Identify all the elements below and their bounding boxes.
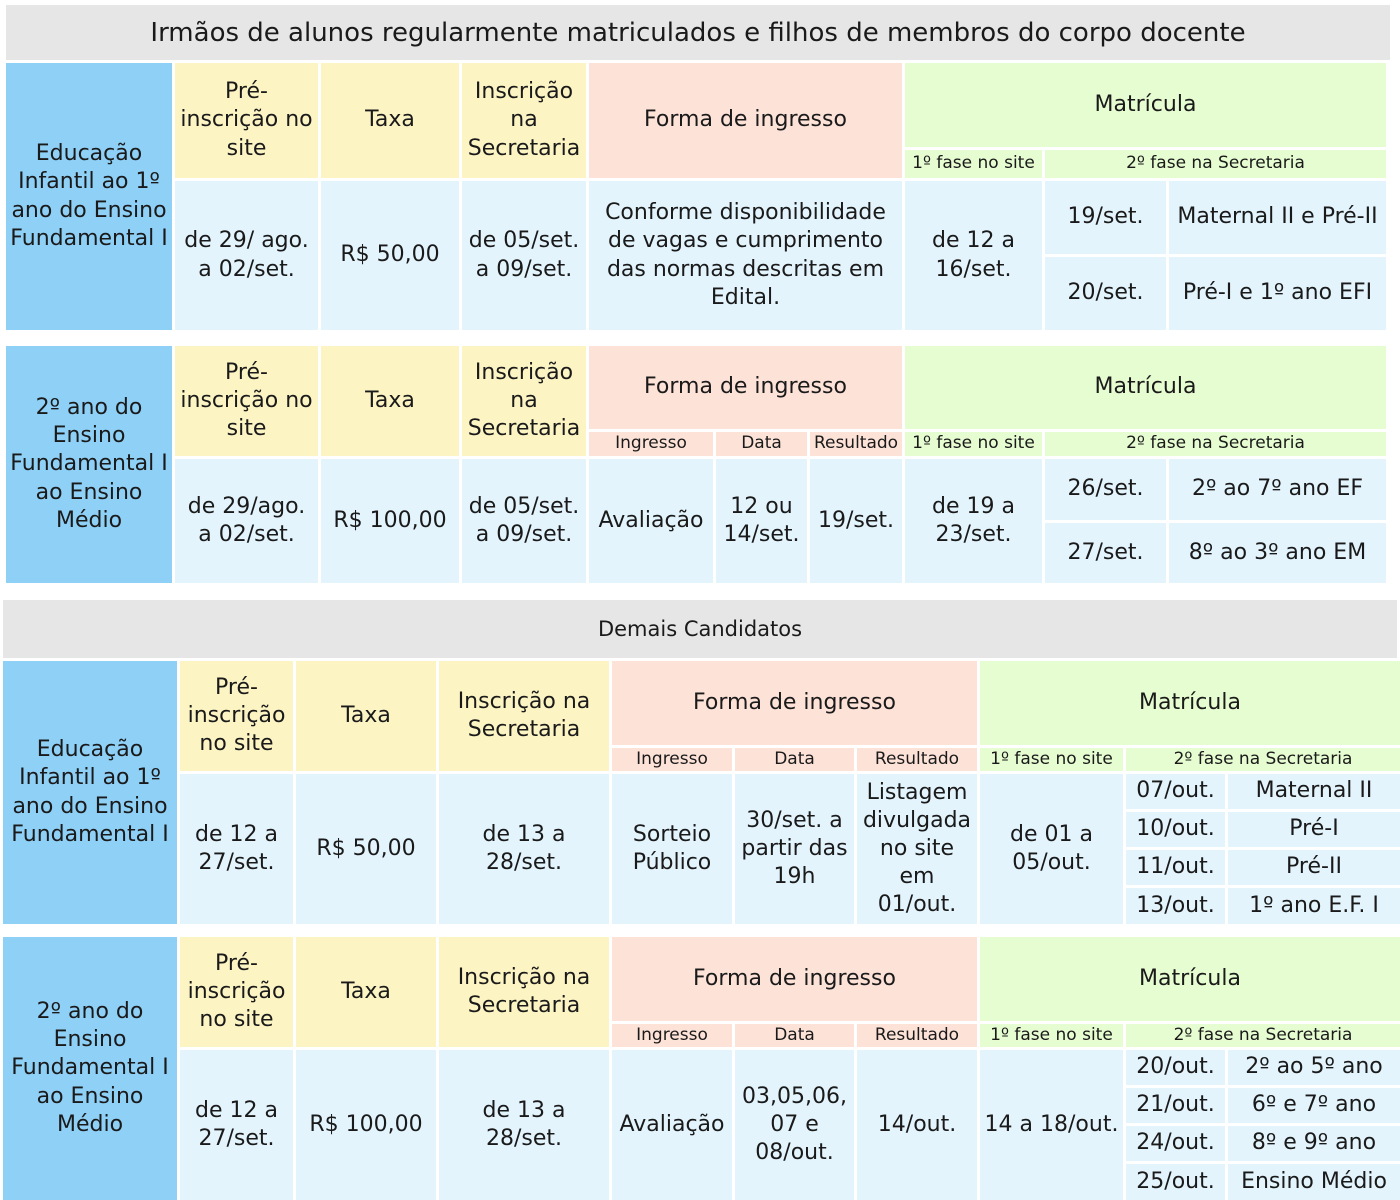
header-fase1: 1º fase no site xyxy=(905,150,1042,178)
cell-data: 12 ou 14/set. xyxy=(716,459,807,583)
header-inscricao-secretaria: Inscrição na Secretaria xyxy=(462,63,586,178)
cell-taxa: R$ 100,00 xyxy=(321,459,459,583)
cell-fase2-date: 11/out. xyxy=(1126,850,1225,885)
segment-cell: 2º ano do Ensino Fundamental I ao Ensino Médio xyxy=(3,937,177,1200)
header-pre-inscricao: Pré-inscrição no site xyxy=(175,346,318,456)
cell-fase1: de 01 a 05/out. xyxy=(980,774,1123,924)
cell-data: 30/set. a partir das 19h xyxy=(735,774,854,924)
cell-inscricao: de 05/set. a 09/set. xyxy=(462,181,586,330)
header-fase2: 2º fase na Secretaria xyxy=(1126,748,1400,771)
header-fase2: 2º fase na Secretaria xyxy=(1126,1024,1400,1047)
cell-fase2-date: 13/out. xyxy=(1126,888,1225,924)
header-fase1: 1º fase no site xyxy=(980,1024,1123,1047)
cell-inscricao: de 13 a 28/set. xyxy=(439,1050,609,1200)
cell-fase2-grade: Pré-II xyxy=(1228,850,1400,885)
header-matricula: Matrícula xyxy=(905,346,1386,429)
header-matricula: Matrícula xyxy=(905,63,1386,147)
segment-cell: Educação Infantil ao 1º ano do Ensino Fundamental I xyxy=(6,63,172,330)
header-forma-ingresso: Forma de ingresso xyxy=(589,63,902,178)
table-siblings-fundamental xyxy=(6,346,1390,582)
cell-resultado: Listagem divulgada no site em 01/out. xyxy=(857,774,977,924)
cell-fase2-date: 20/set. xyxy=(1045,257,1166,330)
cell-taxa: R$ 100,00 xyxy=(296,1050,436,1200)
cell-fase2-date: 20/out. xyxy=(1126,1050,1225,1085)
header-inscricao-secretaria: Inscrição na Secretaria xyxy=(462,346,586,456)
cell-fase2-grade: 8º e 9º ano xyxy=(1228,1126,1400,1161)
cell-fase2-date: 07/out. xyxy=(1126,774,1225,809)
cell-ingresso: Avaliação xyxy=(612,1050,732,1200)
header-matricula: Matrícula xyxy=(980,661,1400,745)
cell-fase2-date: 26/set. xyxy=(1045,459,1166,520)
cell-fase2-grade: Ensino Médio xyxy=(1228,1164,1400,1200)
header-matricula: Matrícula xyxy=(980,937,1400,1021)
cell-resultado: 14/out. xyxy=(857,1050,977,1200)
cell-resultado: 19/set. xyxy=(810,459,902,583)
header-resultado: Resultado xyxy=(857,1024,977,1047)
cell-ingresso: Avaliação xyxy=(589,459,713,583)
header-data: Data xyxy=(735,1024,854,1047)
cell-fase2-grade: 2º ao 5º ano xyxy=(1228,1050,1400,1085)
cell-fase2-grade: 8º ao 3º ano EM xyxy=(1169,523,1386,583)
header-taxa: Taxa xyxy=(296,661,436,771)
cell-pre-inscricao: de 29/ ago. a 02/set. xyxy=(175,181,318,330)
header-inscricao-secretaria: Inscrição na Secretaria xyxy=(439,937,609,1047)
header-taxa: Taxa xyxy=(321,346,459,456)
header-fase1: 1º fase no site xyxy=(980,748,1123,771)
header-ingresso: Ingresso xyxy=(589,432,713,456)
cell-ingresso: Sorteio Público xyxy=(612,774,732,924)
header-fase2: 2º fase na Secretaria xyxy=(1045,432,1386,456)
header-taxa: Taxa xyxy=(321,63,459,178)
segment-cell: Educação Infantil ao 1º ano do Ensino Fundamental I xyxy=(3,661,177,924)
table-others-fundamental xyxy=(3,937,1397,1197)
header-pre-inscricao: Pré-inscrição no site xyxy=(180,937,293,1047)
cell-pre-inscricao: de 12 a 27/set. xyxy=(180,774,293,924)
header-ingresso: Ingresso xyxy=(612,1024,732,1047)
header-fase2: 2º fase na Secretaria xyxy=(1045,150,1386,178)
cell-fase2-grade: 1º ano E.F. I xyxy=(1228,888,1400,924)
cell-fase1: de 19 a 23/set. xyxy=(905,459,1042,583)
table-others-infantil xyxy=(3,661,1397,921)
header-inscricao-secretaria: Inscrição na Secretaria xyxy=(439,661,609,771)
cell-fase2-grade: Pré-I e 1º ano EFI xyxy=(1169,257,1386,330)
header-fase1: 1º fase no site xyxy=(905,432,1042,456)
cell-fase2-date: 25/out. xyxy=(1126,1164,1225,1200)
cell-inscricao: de 05/set. a 09/set. xyxy=(462,459,586,583)
cell-fase1: de 12 a 16/set. xyxy=(905,181,1042,330)
cell-taxa: R$ 50,00 xyxy=(296,774,436,924)
section-title-others xyxy=(3,600,1397,658)
cell-fase2-grade: Pré-I xyxy=(1228,812,1400,847)
header-forma-ingresso: Forma de ingresso xyxy=(612,661,977,745)
cell-fase2-date: 10/out. xyxy=(1126,812,1225,847)
cell-fase2-grade: Maternal II e Pré-II xyxy=(1169,181,1386,254)
cell-taxa: R$ 50,00 xyxy=(321,181,459,330)
header-pre-inscricao: Pré-inscrição no site xyxy=(180,661,293,771)
cell-fase2-date: 27/set. xyxy=(1045,523,1166,583)
cell-fase2-grade: 2º ao 7º ano EF xyxy=(1169,459,1386,520)
header-ingresso: Ingresso xyxy=(612,748,732,771)
header-resultado: Resultado xyxy=(810,432,902,456)
cell-fase2-date: 21/out. xyxy=(1126,1088,1225,1123)
header-data: Data xyxy=(716,432,807,456)
cell-forma-ingresso: Conforme disponibilidade de vagas e cumprimento das normas descritas em Edital. xyxy=(589,181,902,330)
segment-cell: 2º ano do Ensino Fundamental I ao Ensino Médio xyxy=(6,346,172,583)
table-siblings-infantil xyxy=(6,63,1390,330)
cell-fase2-grade: Maternal II xyxy=(1228,774,1400,809)
cell-data: 03,05,06, 07 e 08/out. xyxy=(735,1050,854,1200)
section-title-siblings-text: Irmãos de alunos regularmente matriculados e filhos de membros do corpo docente xyxy=(150,17,1246,48)
cell-inscricao: de 13 a 28/set. xyxy=(439,774,609,924)
cell-fase2-grade: 6º e 7º ano xyxy=(1228,1088,1400,1123)
header-resultado: Resultado xyxy=(857,748,977,771)
header-taxa: Taxa xyxy=(296,937,436,1047)
header-pre-inscricao: Pré-inscrição no site xyxy=(175,63,318,178)
header-data: Data xyxy=(735,748,854,771)
cell-fase1: 14 a 18/out. xyxy=(980,1050,1123,1200)
cell-pre-inscricao: de 12 a 27/set. xyxy=(180,1050,293,1200)
section-title-others-text: Demais Candidatos xyxy=(597,617,803,641)
section-title-siblings xyxy=(6,5,1390,60)
header-forma-ingresso: Forma de ingresso xyxy=(612,937,977,1021)
cell-pre-inscricao: de 29/ago. a 02/set. xyxy=(175,459,318,583)
cell-fase2-date: 19/set. xyxy=(1045,181,1166,254)
cell-fase2-date: 24/out. xyxy=(1126,1126,1225,1161)
header-forma-ingresso: Forma de ingresso xyxy=(589,346,902,429)
